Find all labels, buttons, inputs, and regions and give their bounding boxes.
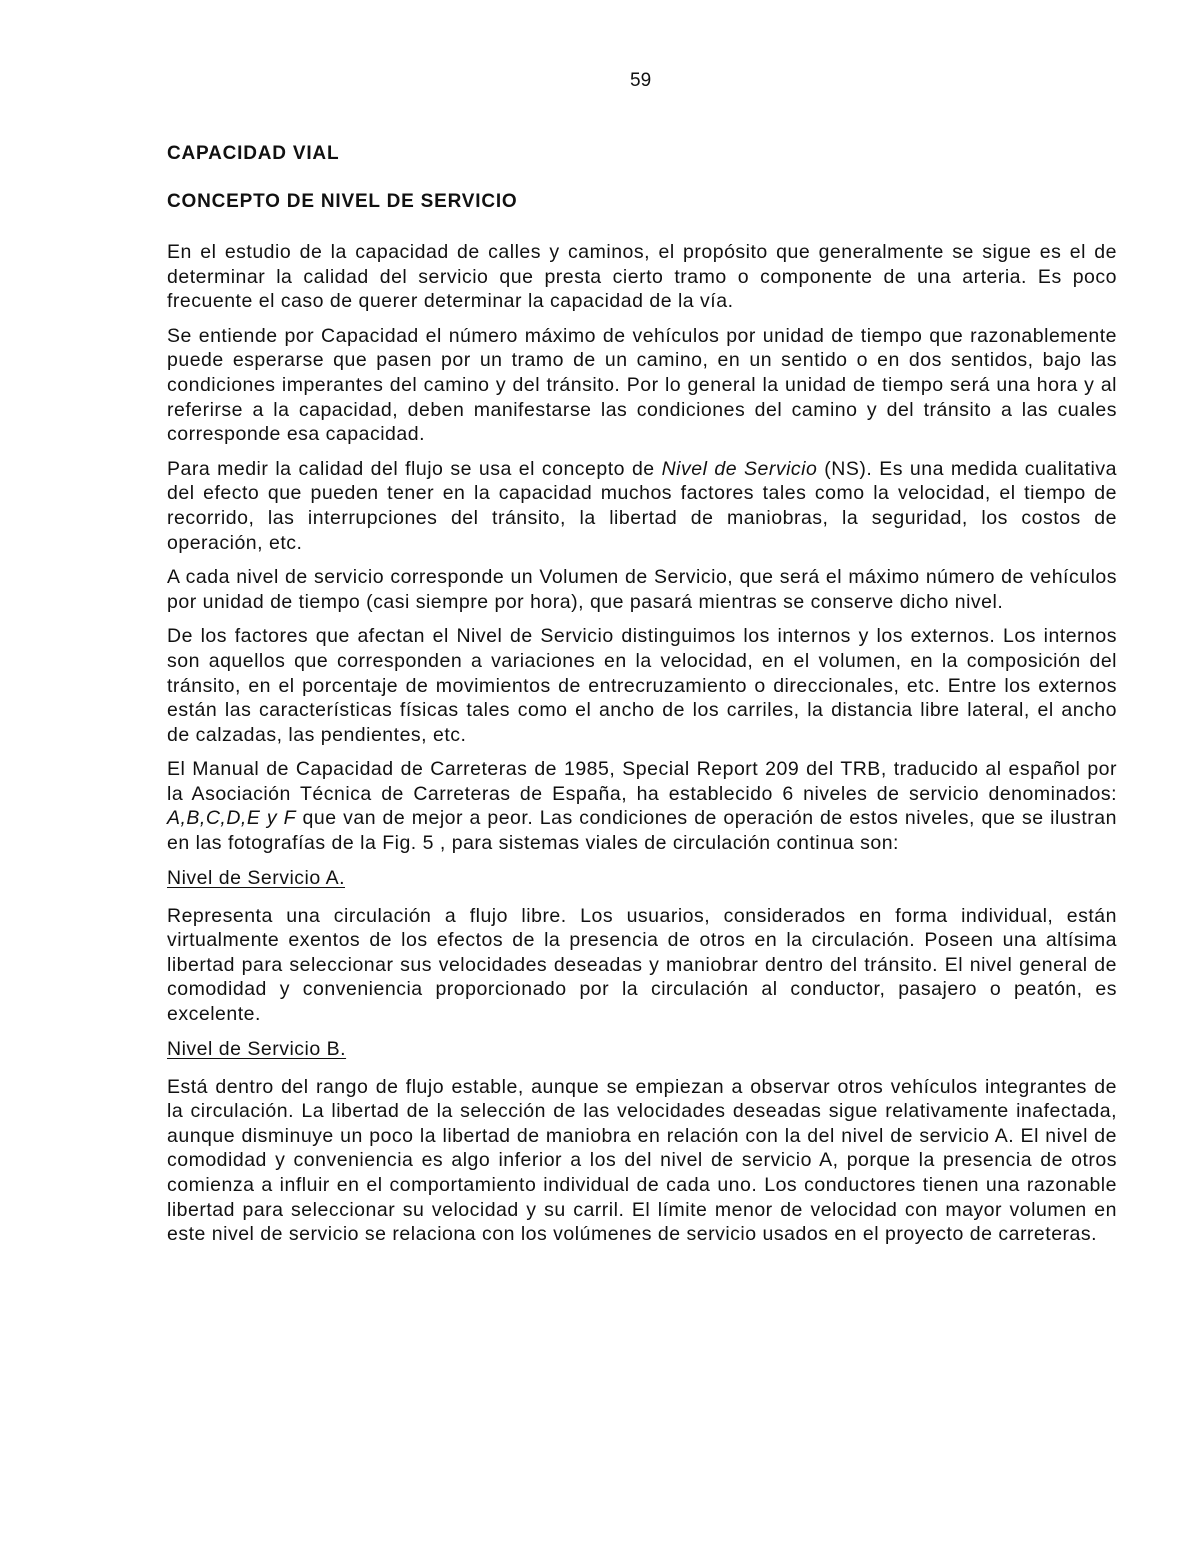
paragraph-service-volume: A cada nivel de servicio corresponde un Volumen de Servicio, que será el máximo número de vehículos por unidad de tiempo (casi siempre por hora), que pasará mientras se conserve dicho nivel. xyxy=(167,566,1117,613)
document-body xyxy=(167,240,1117,1257)
paragraph-factors: De los factores que afectan el Nivel de Servicio distinguimos los internos y los externos. Los internos son aquellos que corresponden a variaciones en la velocidad, en el volumen, en la composición del tránsito, en el porcentaje de movimientos de entrecruzamiento o direccionales, etc. Entre los externos están las características físicas tales como el ancho de los carriles, la distancia libre lateral, el ancho de calzadas, las pendientes, etc. xyxy=(167,625,1117,746)
subheading-level-b xyxy=(167,1037,1117,1061)
paragraph-manual xyxy=(167,757,1117,855)
paragraph-level-a: Representa una circulación a flujo libre. Los usuarios, considerados en forma individual, están virtualmente exentos de los efectos de la presencia de otros en la circulación. Poseen una altísima libertad para seleccionar sus velocidades deseadas y maniobrar dentro del tránsito. El nivel general de comodidad y conveniencia proporcionado por la circulación al conductor, pasajero o peatón, es excelente. xyxy=(167,904,1117,1026)
text-run: (NS). Es una medida cualitativa del efecto que pueden tener en la capacidad muchos factores tales como la velocidad, el tiempo de recorrido, las interrupciones del tránsito, la libertad de maniobras, la seguridad, los costos de operación, etc. xyxy=(167,457,1117,554)
paragraph-intro: En el estudio de la capacidad de calles y caminos, el propósito que generalmente se sigue es el de determinar la calidad del servicio que presta cierto tramo o componente de una arteria. Es poco frecuente el caso de querer determinar la capacidad de la vía. xyxy=(167,241,1117,313)
emphasis-text: Nivel de Servicio xyxy=(661,457,818,480)
paragraph-capacity-definition: Se entiende por Capacidad el número máximo de vehículos por unidad de tiempo que razonablemente puede esperarse que pasen por un tramo de un camino, en un sentido o en dos sentidos, bajo las condiciones imperantes del camino y del tránsito. Por lo general la unidad de tiempo será una hora y al referirse a la capacidad, deben manifestarse las condiciones del camino y del tránsito a las cuales corresponde esa capacidad. xyxy=(167,324,1117,446)
text-run: que van de mejor a peor. Las condiciones de operación de estos niveles, que se ilustran en las fotografías de la Fig. 5 , para sistemas viales de circulación continua son: xyxy=(167,807,1117,855)
text-run: El Manual de Capacidad de Carreteras de 1985, Special Report 209 del TRB, traducido al español por la Asociación Técnica de Carreteras de España, ha establecido 6 niveles de servicio denominados: xyxy=(167,758,1117,805)
paragraph-level-b: Está dentro del rango de flujo estable, aunque se empiezan a observar otros vehículos integrantes de la circulación. La libertad de la selección de las velocidades deseadas sigue relativamente inafectada, aunque disminuye un poco la libertad de maniobra en relación con la del nivel de servicio A. El nivel de comodidad y conveniencia es algo inferior a los del nivel de servicio A, porque la presencia de otros comienza a influir en el comportamiento individual de cada uno. Los conductores tienen una razonable libertad para seleccionar su velocidad y su carril. El límite menor de velocidad con mayor volumen en este nivel de servicio se relaciona con los volúmenes de servicio usados en el proyecto de carreteras. xyxy=(167,1075,1117,1246)
paragraph-level-of-service xyxy=(167,457,1117,555)
text-run: Para medir la calidad del flujo se usa el concepto de xyxy=(167,457,662,480)
emphasis-text: A,B,C,D,E y F xyxy=(167,807,297,830)
subheading-label: Nivel de Servicio A. xyxy=(167,866,345,889)
section-heading: CAPACIDAD VIAL xyxy=(167,143,340,164)
page-number: 59 xyxy=(630,70,652,91)
subsection-heading: CONCEPTO DE NIVEL DE SERVICIO xyxy=(167,191,518,212)
subheading-label: Nivel de Servicio B. xyxy=(167,1037,347,1060)
subheading-level-a xyxy=(167,866,1117,890)
